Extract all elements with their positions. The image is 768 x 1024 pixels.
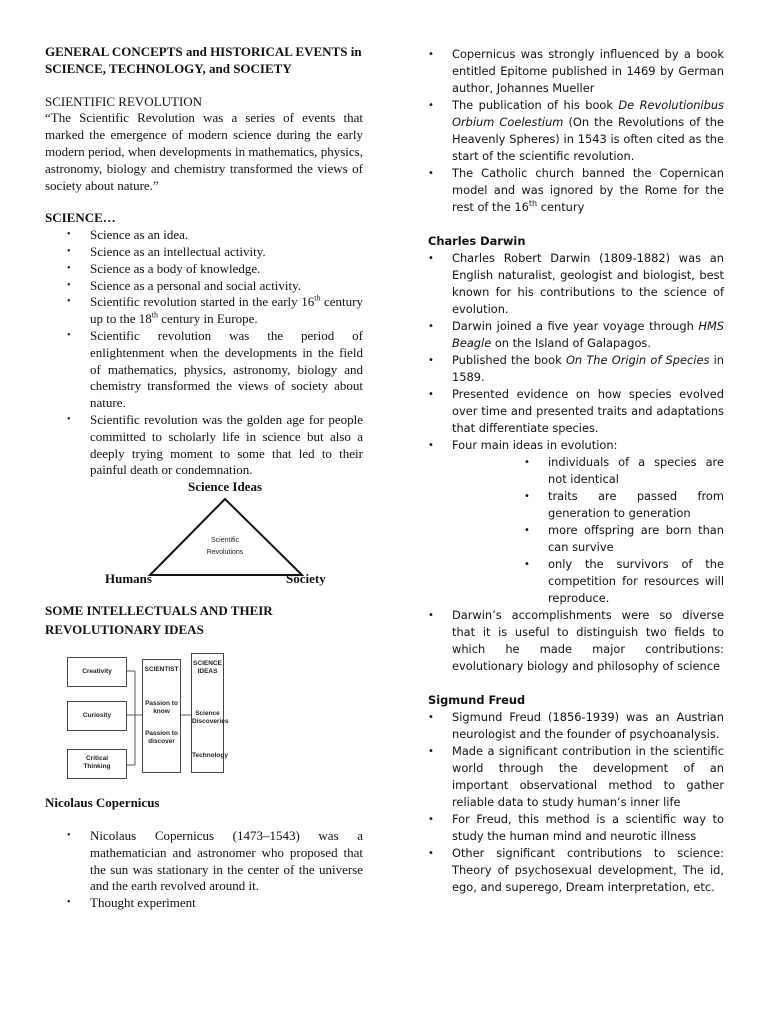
copernicus-list-right	[428, 46, 724, 216]
list-item: • Published the book On The Origin of Species in 1589.	[428, 352, 724, 386]
list-item: • The publication of his book De Revolutionibus Orbium Coelestium (On the Revolutions of the Heavenly Spheres) in 1543 is often cited as the start of the scientific revolution.	[428, 97, 724, 165]
scientist-box: SCIENTIST Passion to know Passion to discover	[142, 659, 181, 773]
list-item: • only the survivors of the competition for resources will reproduce.	[524, 556, 724, 607]
list-item: • Scientific revolution was the golden age for people committed to scholarly life in science but also a deeply trying moment to some that led to their painful death or condemnation.	[45, 412, 363, 479]
intellectuals-heading: SOME INTELLECTUALS AND THEIR REVOLUTIONARY IDEAS	[45, 603, 273, 638]
list-item: • Darwin’s accomplishments were so diverse that it is useful to distinguish two fields to which he made major contributions: evolutionary biology and philosophy of science	[428, 607, 724, 675]
science-ideas-box: SCIENCE IDEAS Science Discoveries Technology	[191, 653, 224, 773]
darwin-heading: Charles Darwin	[428, 234, 526, 248]
evolution-ideas-list	[524, 454, 724, 607]
science-triangle-diagram	[45, 479, 363, 591]
list-item: • Science as an idea.	[45, 227, 363, 244]
list-item: • Thought experiment	[45, 895, 363, 912]
critical-thinking-box: Critical Thinking	[67, 749, 127, 779]
list-item: • Science as an intellectual activity.	[45, 244, 363, 261]
document-title: GENERAL CONCEPTS and HISTORICAL EVENTS in SCIENCE, TECHNOLOGY, and SOCIETY	[45, 44, 362, 76]
creativity-box: Creativity	[67, 657, 127, 687]
copernicus-list-left	[45, 828, 363, 912]
list-item: • Science as a personal and social activity.	[45, 278, 363, 295]
list-item: • Presented evidence on how species evolved over time and presented traits and adaptations that differentiate species.	[428, 386, 724, 437]
scientific-revolution-heading: SCIENTIFIC REVOLUTION	[45, 93, 203, 109]
darwin-list	[428, 250, 724, 675]
curiosity-box: Curiosity	[67, 701, 127, 731]
list-item: • Four main ideas in evolution: • individuals of a species are not identical • traits are passed from generation to generation • more offspring are born than can survive • only the survivors of the competition for resources will reproduce.	[428, 437, 724, 607]
scientific-revolution-quote: “The Scientific Revolution was a series of events that marked the emergence of modern science during the early modern period, when developments in mathematics, physics, astronomy, biology and chemistry transformed the views of society about nature.”	[45, 110, 363, 193]
triangle-right-label: Society	[286, 571, 326, 587]
triangle-center-label-1: Scientific	[210, 537, 240, 545]
science-list	[45, 227, 363, 479]
list-item: • more offspring are born than can survive	[524, 522, 724, 556]
concept-map-diagram	[45, 653, 363, 793]
list-item: • Charles Robert Darwin (1809-1882) was an English naturalist, geologist and biologist, best known for his contributions to the science of evolution.	[428, 250, 724, 318]
list-item: • Science as a body of knowledge.	[45, 261, 363, 278]
right-column	[428, 46, 724, 896]
list-item: • Made a significant contribution in the scientific world through the development of an important observational method to gather reliable data to study human’s inner life	[428, 743, 724, 811]
list-item: • The Catholic church banned the Copernican model and was ignored by the Rome for the rest of the 16th century	[428, 165, 724, 216]
freud-list	[428, 709, 724, 896]
list-item: • Sigmund Freud (1856-1939) was an Austrian neurologist and the founder of psychoanalysis.	[428, 709, 724, 743]
copernicus-heading: Nicolaus Copernicus	[45, 795, 160, 811]
list-item: • Nicolaus Copernicus (1473–1543) was a mathematician and astronomer who proposed that the sun was stationary in the center of the universe and the earth revolved around it.	[45, 828, 363, 895]
list-item: • Scientific revolution started in the early 16th century up to the 18th century in Europe.	[45, 294, 363, 328]
list-item: • Darwin joined a five year voyage through HMS Beagle on the Island of Galapagos.	[428, 318, 724, 352]
list-item: • traits are passed from generation to generation	[524, 488, 724, 522]
list-item: • Scientific revolution was the period of enlightenment when the developments in the field of mathematics, physics, astronomy, biology and chemistry transformed the views of society about nature.	[45, 328, 363, 412]
list-item: • For Freud, this method is a scientific way to study the human mind and neurotic illness	[428, 811, 724, 845]
triangle-left-label: Humans	[105, 571, 152, 587]
list-item: • Other significant contributions to science: Theory of psychosexual development, The id, ego, and superego, Dream interpretation, etc.	[428, 845, 724, 896]
list-item: • individuals of a species are not identical	[524, 454, 724, 488]
list-item: • Copernicus was strongly influenced by a book entitled Epitome published in 1469 by German author, Johannes Mueller	[428, 46, 724, 97]
freud-heading: Sigmund Freud	[428, 693, 526, 707]
science-heading: SCIENCE…	[45, 210, 116, 226]
triangle-top-label: Science Ideas	[187, 479, 263, 495]
left-column	[45, 44, 363, 912]
triangle-center-label-2: Revolutions	[206, 549, 244, 557]
